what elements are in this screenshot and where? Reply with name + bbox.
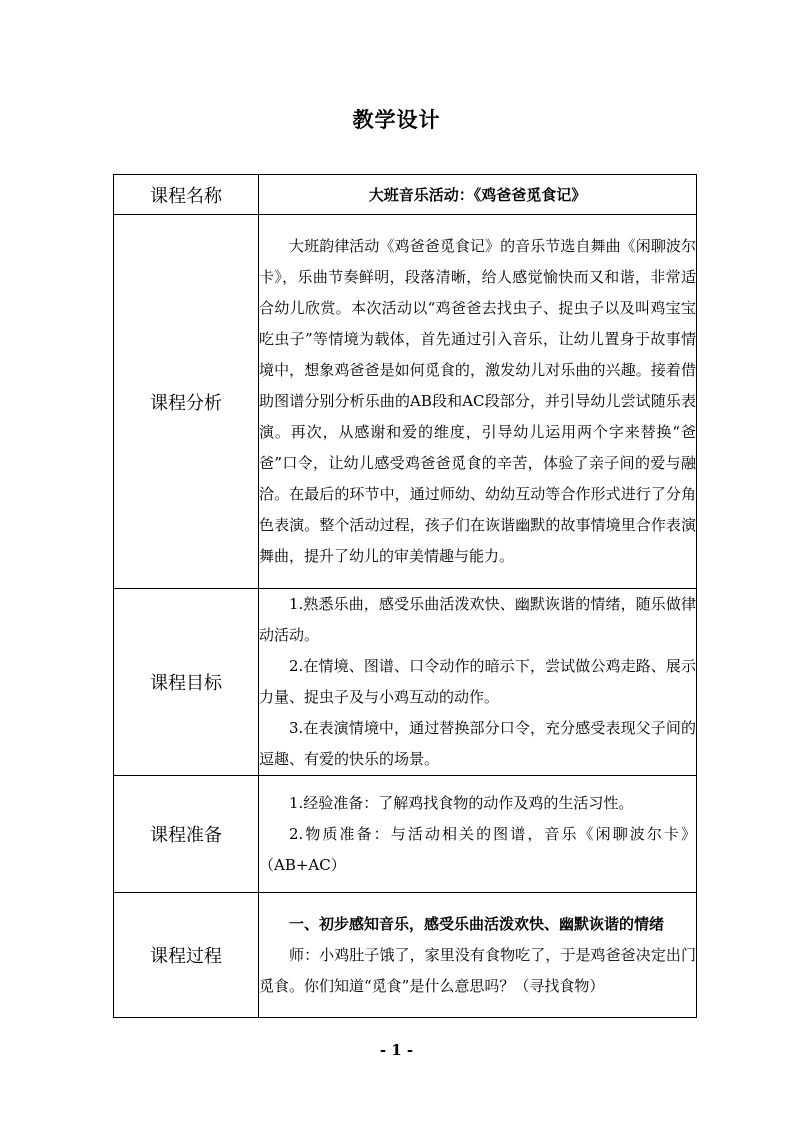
- course-name-row: [114, 175, 697, 215]
- goal-item-2: 2.在情境、图谱、口令动作的暗示下，尝试做公鸡走路、展示力量、捉虫子及与小鸡互动的动作。: [259, 657, 696, 706]
- process-heading: 一、初步感知音乐，感受乐曲活泼欢快、幽默诙谐的情绪: [289, 914, 665, 933]
- page-number: - 1 -: [379, 1041, 414, 1059]
- preparation-item-2: 2.物质准备：与活动相关的图谱，音乐《闲聊波尔卡》（AB+AC）: [259, 824, 696, 874]
- course-preparation-cell: [259, 776, 697, 893]
- course-name-value: 大班音乐活动：《鸡爸爸觅食记》: [368, 185, 587, 204]
- course-process-cell: [259, 893, 697, 1018]
- course-process-row: [114, 893, 697, 1018]
- course-preparation-row: [114, 776, 697, 893]
- course-goals-label: 课程目标: [114, 589, 259, 776]
- document-title: 教学设计: [352, 108, 441, 132]
- course-preparation-label: 课程准备: [114, 776, 259, 893]
- analysis-paragraph: 大班韵律活动《鸡爸爸觅食记》的音乐节选自舞曲《闲聊波尔卡》，乐曲节奏鲜明，段落清晰，给人感觉愉快而又和谐，非常适合幼儿欣赏。本次活动以“鸡爸爸去找虫子、捉虫子以及叫鸡宝宝吃虫子”等情境为载体，首先通过引入音乐，让幼儿置身于故事情境中，想象鸡爸爸是如何觅食的，激发幼儿对乐曲的兴趣。接着借助图谱分别分析乐曲的AB段和AC段部分，并引导幼儿尝试随乐表演。再次，从感谢和爱的维度，引导幼儿运用两个字来替换“爸爸”口令，让幼儿感受鸡爸爸觅食的辛苦，体验了亲子间的爱与融洽。在最后的环节中，通过师幼、幼幼互动等合作形式进行了分角色表演。整个活动过程，孩子们在诙谐幽默的故事情境里合作表演舞曲，提升了幼儿的审美情趣与能力。: [259, 237, 696, 565]
- course-analysis-label: 课程分析: [114, 215, 259, 589]
- course-name-cell: [259, 175, 697, 215]
- course-analysis-row: [114, 215, 697, 589]
- course-analysis-cell: [259, 215, 697, 589]
- process-paragraph: 师：小鸡肚子饿了，家里没有食物吃了，于是鸡爸爸决定出门觅食。你们知道“觅食”是什么意思吗？（寻找食物）: [259, 945, 696, 995]
- course-goals-row: [114, 589, 697, 776]
- goal-item-3: 3.在表演情境中，通过替换部分口令，充分感受表现父子间的逗趣、有爱的快乐的场景。: [259, 719, 696, 768]
- course-process-label: 课程过程: [114, 893, 259, 1018]
- course-name-label: 课程名称: [114, 175, 259, 215]
- preparation-item-1: 1.经验准备：了解鸡找食物的动作及鸡的生活习性。: [289, 793, 634, 812]
- lesson-plan-table: [113, 174, 697, 1018]
- course-goals-cell: [259, 589, 697, 776]
- goal-item-1: 1.熟悉乐曲，感受乐曲活泼欢快、幽默诙谐的情绪，随乐做律动活动。: [259, 595, 696, 644]
